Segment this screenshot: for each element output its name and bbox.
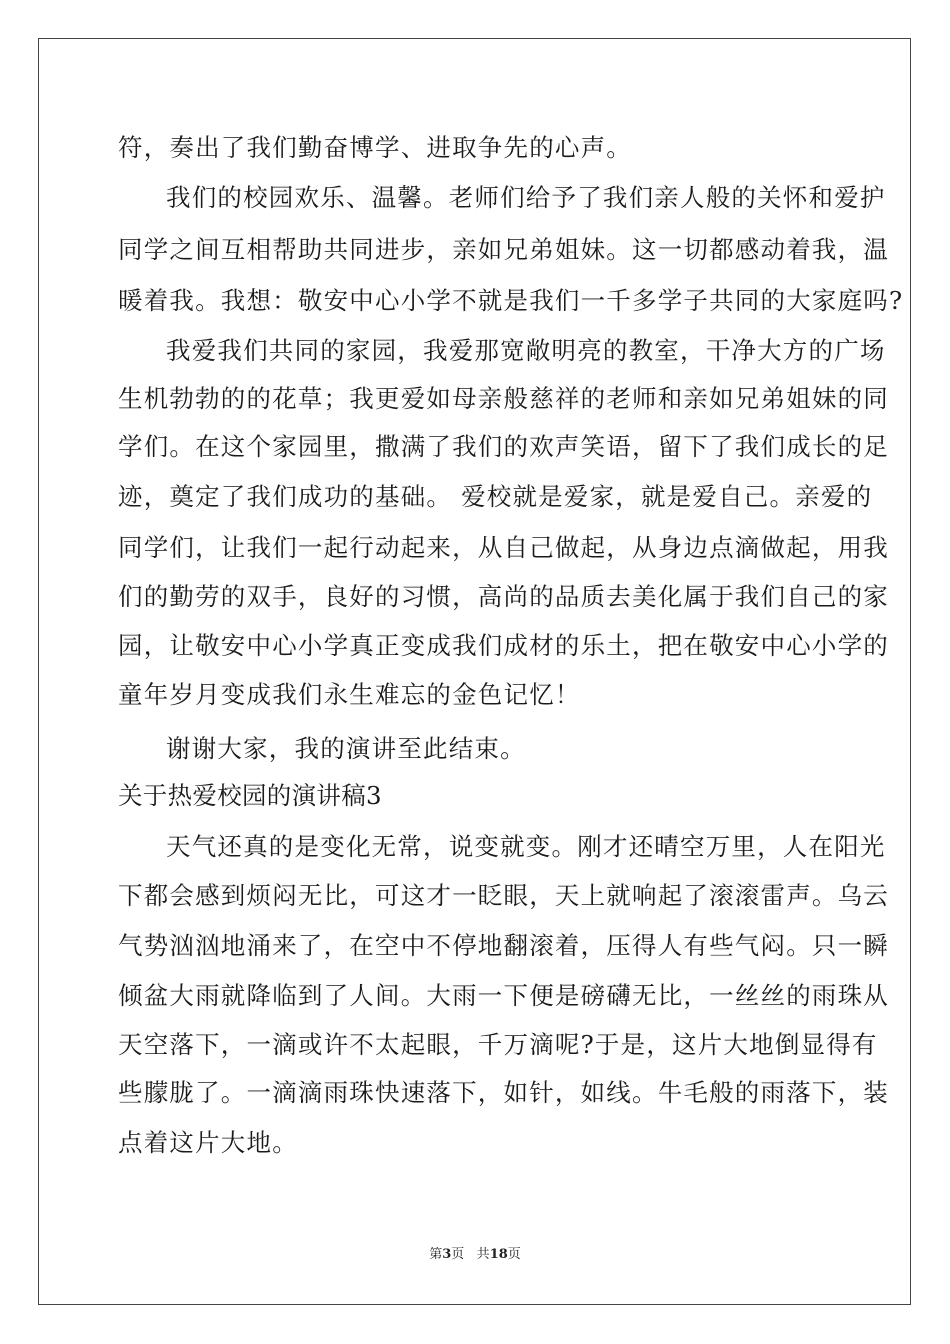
footer-page-prefix: 第 [429, 1247, 443, 1262]
paragraph-line: 符，奏出了我们勤奋博学、进取争先的心声。 [118, 133, 632, 162]
paragraph-line: 气势汹汹地涌来了，在空中不停地翻滚着，压得人有些气闷。只一瞬 [118, 931, 889, 960]
paragraph-line: 们的勤劳的双手，良好的习惯，高尚的品质去美化属于我们自己的家 [118, 582, 889, 611]
paragraph-line: 天空落下，一滴或许不太起眼，千万滴呢?于是，这片大地倒显得有 [118, 1030, 878, 1059]
paragraph-line: 迹，奠定了我们成功的基础。 爱校就是爱家，就是爱自己。亲爱的 [118, 482, 873, 511]
paragraph-line: 谢谢大家，我的演讲至此结束。 [166, 734, 526, 763]
paragraph-line: 天气还真的是变化无常，说变就变。刚才还晴空万里，人在阳光 [166, 832, 886, 861]
footer-page-suffix: 页 [451, 1247, 465, 1262]
page-border [38, 38, 911, 1305]
paragraph-line: 学们。在这个家园里，撒满了我们的欢声笑语，留下了我们成长的足 [118, 432, 889, 461]
paragraph-line: 下都会感到烦闷无比，可这才一眨眼，天上就响起了滚滚雷声。乌云 [118, 881, 889, 910]
section-heading: 关于热爱校园的演讲稿3 [118, 781, 382, 810]
paragraph-line: 同学之间互相帮助共同进步，亲如兄弟姐妹。这一切都感动着我，温 [118, 235, 889, 264]
paragraph-line: 我爱我们共同的家园，我爱那宽敞明亮的教室，干净大方的广场 [166, 336, 886, 365]
footer-total-suffix: 页 [507, 1247, 521, 1262]
paragraph-line: 我们的校园欢乐、温馨。老师们给予了我们亲人般的关怀和爱护 [166, 183, 886, 212]
page-footer [0, 1247, 950, 1263]
paragraph-line: 些朦胧了。一滴滴雨珠快速落下，如针，如线。牛毛般的雨落下，装 [118, 1078, 889, 1107]
footer-page-number: 3 [442, 1247, 452, 1262]
paragraph-line: 同学们，让我们一起行动起来，从自己做起，从身边点滴做起，用我 [118, 533, 889, 562]
paragraph-line: 点着这片大地。 [118, 1128, 298, 1157]
paragraph-line: 生机勃勃的的花草；我更爱如母亲般慈祥的老师和亲如兄弟姐妹的同 [118, 384, 889, 413]
paragraph-line: 园，让敬安中心小学真正变成我们成材的乐土，把在敬安中心小学的 [118, 631, 889, 660]
footer-total-pages: 18 [489, 1247, 508, 1262]
paragraph-line: 暖着我。我想：敬安中心小学不就是我们一千多学子共同的大家庭吗? [118, 286, 904, 315]
paragraph-line: 童年岁月变成我们永生难忘的金色记忆！ [118, 680, 581, 709]
paragraph-line: 倾盆大雨就降临到了人间。大雨一下便是磅礴无比，一丝丝的雨珠从 [118, 981, 889, 1010]
footer-total-prefix: 共 [476, 1247, 490, 1262]
